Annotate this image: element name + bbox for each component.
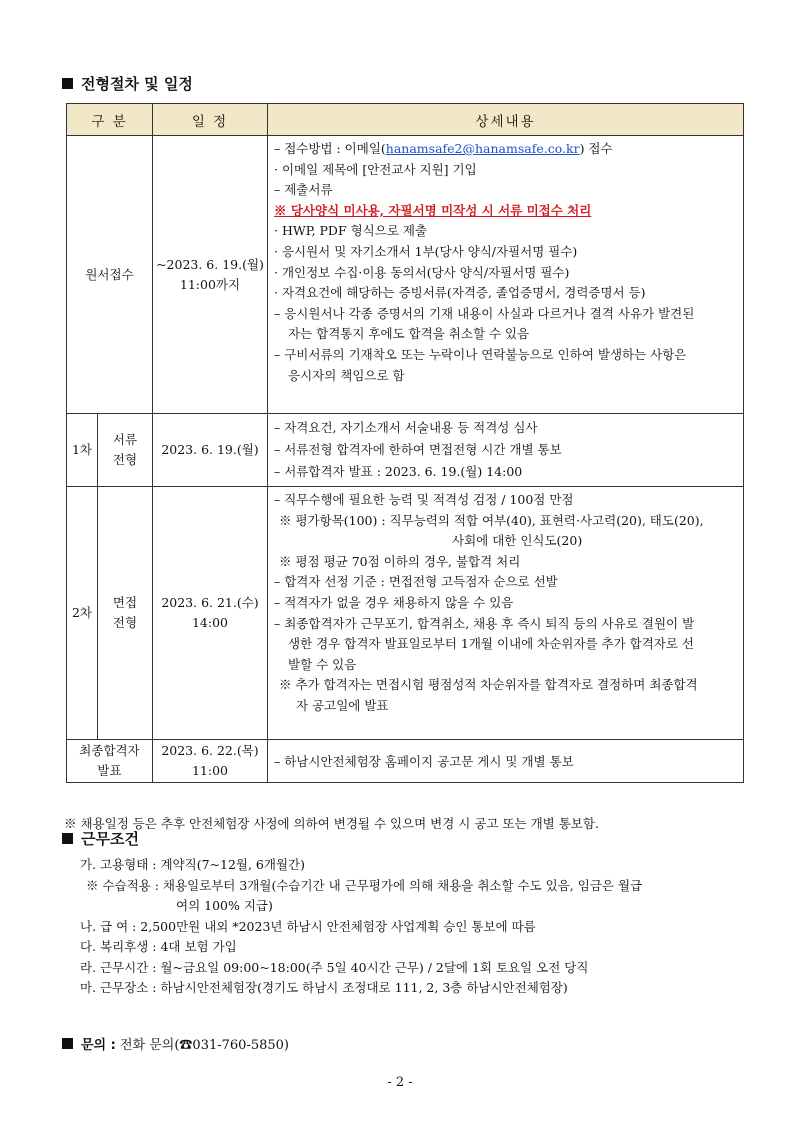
application-details [268, 136, 744, 414]
list-item: – 서류전형 합격자에 한하여 면접전형 시간 개별 통보 [274, 442, 562, 457]
round2-stage: 2차 [67, 487, 98, 740]
square-bullet-icon [62, 1038, 73, 1049]
warning-text: ※ 당사양식 미사용, 자필서명 미작성 시 서류 미접수 처리 [274, 202, 592, 218]
probation-note: ※ 수습적용 : 채용일로부터 3개월(수습기간 내 근무평가에 의해 채용을 취소할 수도 있음, 임금은 월급 [86, 877, 643, 893]
list-item: ※ 평가항목(100) : 직무능력의 적합 여부(40), 표현력·사고력(20), 태도(20), [279, 512, 704, 528]
list-item: – 제출서류 [274, 182, 333, 198]
final-details: – 하남시안전체험장 홈페이지 공고문 게시 및 개별 통보 [268, 740, 744, 783]
application-label: 원서접수 [67, 136, 153, 414]
list-item: – 합격자 선정 기준 : 면접전형 고득점자 순으로 선발 [274, 574, 558, 590]
round1-stage: 1차 [67, 414, 98, 487]
salary: 나. 급 여 : 2,500만원 내외 *2023년 하남시 안전체험장 사업계획 승인 통보에 따름 [80, 918, 536, 934]
list-item: – 적격자가 없을 경우 채용하지 않을 수 있음 [274, 594, 514, 610]
header-category: 구 분 [67, 104, 153, 136]
list-item: – 서류합격자 발표 : 2023. 6. 19.(월) 14:00 [274, 464, 523, 479]
list-item: – 응시원서나 각종 증명서의 기재 내용이 사실과 다르거나 결격 사유가 발견된 [274, 305, 695, 321]
square-bullet-icon [62, 833, 73, 844]
round2-date: 2023. 6. 21.(수) 14:00 [153, 487, 268, 740]
final-date: 2023. 6. 22.(목) 11:00 [153, 740, 268, 783]
probation-note-cont: 여의 100% 지급) [176, 898, 273, 913]
page-number: - 2 - [387, 1075, 413, 1090]
employment-type: 가. 고용형태 : 계약직(7~12월, 6개월간) [80, 857, 305, 872]
list-item: · 이메일 제목에 [안전교사 지원] 기입 [274, 161, 477, 177]
list-item: 발할 수 있음 [288, 656, 357, 672]
list-item: 생한 경우 합격자 발표일로부터 1개월 이내에 차순위자를 추가 합격자로 선 [288, 636, 694, 652]
list-item: ※ 추가 합격자는 면접시험 평점성적 차순위자를 합격자로 결정하며 최종합격 [279, 677, 698, 693]
contact [62, 1034, 289, 1053]
final-label: 최종합격자 발표 [67, 740, 153, 783]
round2-details [268, 487, 744, 740]
round1-details [268, 414, 744, 487]
header-schedule: 일 정 [153, 104, 268, 136]
list-item: 자는 합격통지 후에도 합격을 취소할 수 있음 [288, 326, 530, 342]
work-location: 마. 근무장소 : 하남시안전체험장(경기도 하남시 조정대로 111, 2, 3층 하남시안전체험장) [80, 980, 568, 995]
section-heading-procedure [62, 73, 193, 94]
contact-label: 문의 : [81, 1038, 116, 1053]
application-date: ~2023. 6. 19.(월) 11:00까지 [153, 136, 268, 414]
schedule-table [66, 103, 744, 783]
table-row-application [67, 136, 744, 414]
section-title: 전형절차 및 일정 [81, 75, 193, 93]
square-bullet-icon [62, 78, 73, 89]
list-item: – 구비서류의 기재착오 또는 누락이나 연락불능으로 인하여 발생하는 사항은 [274, 346, 687, 362]
list-item: · HWP, PDF 형식으로 제출 [274, 223, 428, 239]
list-item: – 자격요건, 자기소개서 서술내용 등 적격성 심사 [274, 420, 538, 435]
header-details: 상세내용 [268, 104, 744, 136]
table-row-round1 [67, 414, 744, 487]
list-item: – 직무수행에 필요한 능력 및 적격성 검정 / 100점 만점 [274, 492, 574, 507]
email-link[interactable]: hanamsafe2@hanamsafe.co.kr [385, 141, 580, 156]
work-conditions [80, 855, 642, 999]
section-title: 근무조건 [81, 830, 139, 848]
table-header-row [67, 104, 744, 136]
list-item: 응시자의 책임으로 함 [288, 367, 405, 383]
list-item: 자 공고일에 발표 [296, 697, 389, 713]
round2-label: 면접 전형 [98, 487, 153, 740]
list-item: · 응시원서 및 자기소개서 1부(당사 양식/자필서명 필수) [274, 243, 578, 259]
section-heading-work [62, 828, 139, 849]
list-item: – 최종합격자가 근무포기, 합격취소, 채용 후 즉시 퇴직 등의 사유로 결원이 발 [274, 615, 695, 631]
table-row-round2 [67, 487, 744, 740]
application-method: – 접수방법 : 이메일(hanamsafe2@hanamsafe.co.kr) 접수 [274, 141, 613, 156]
table-row-final [67, 740, 744, 783]
list-item: · 자격요건에 해당하는 증빙서류(자격증, 졸업증명서, 경력증명서 등) [274, 285, 646, 301]
contact-phone: 전화 문의(☎031-760-5850) [119, 1038, 289, 1053]
list-item: · 개인정보 수집·이용 동의서(당사 양식/자필서명 필수) [274, 264, 570, 280]
welfare: 다. 복리후생 : 4대 보험 가입 [80, 939, 237, 954]
round1-date: 2023. 6. 19.(월) [153, 414, 268, 487]
list-item: 사회에 대한 인식도(20) [452, 533, 583, 549]
work-hours: 라. 근무시간 : 월~금요일 09:00~18:00(주 5일 40시간 근무) / 2달에 1회 토요일 오전 당직 [80, 959, 589, 975]
round1-label: 서류 전형 [98, 414, 153, 487]
schedule-note: ※ 채용일정 등은 추후 안전체험장 사정에 의하여 변경될 수 있으며 변경 시 공고 또는 개별 통보함. [64, 816, 599, 831]
list-item: ※ 평점 평균 70점 이하의 경우, 불합격 처리 [279, 553, 521, 569]
